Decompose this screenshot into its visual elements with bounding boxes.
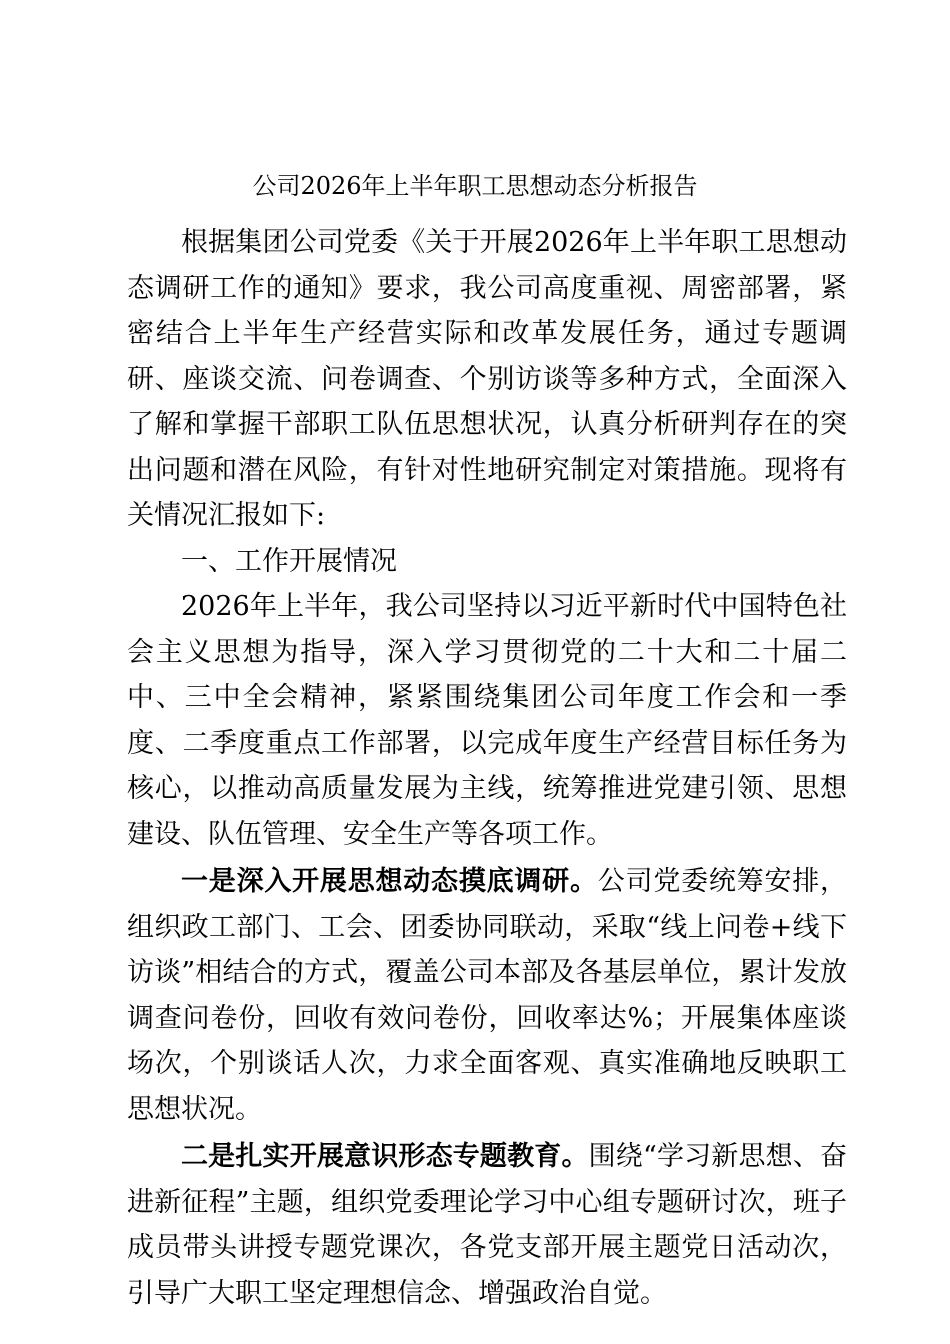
section-heading: 一、工作开展情况 [181,545,397,577]
section-paragraph: 2026年上半年，我公司坚持以习近平新时代中国特色社会主义思想为指导，深入学习贯彻党的二十大和二十届二中、三中全会精神，紧紧围绕集团公司年度工作会和一季度、二季度重点工作部署，以完成年度生产经营目标任务为核心，以推动高质量发展为主线，统筹推进党建引领、思想建设、队伍管理、安全生产等各项工作。 [127,591,847,850]
item-one-paragraph [127,859,847,1132]
item-two-text: 围绕“学习新思想、奋进新征程”主题，组织党委理论学习中心组专题研讨次，班子成员带头讲授专题党课次，各党支部开展主题党日活动次，引导广大职工坚定理想信念、增强政治自觉。 [127,1141,847,1309]
item-one-text: 公司党委统筹安排，组织政工部门、工会、团委协同联动，采取“线上问卷+线下访谈”相结合的方式，覆盖公司本部及各基层单位，累计发放调查问卷份，回收有效问卷份，回收率达%；开展集体座谈场次，个别谈话人次，力求全面客观、真实准确地反映职工思想状况。 [127,866,848,1125]
item-one-lead: 一是深入开展思想动态摸底调研。 [181,866,598,897]
item-two-lead: 二是扎实开展意识形态专题教育。 [181,1141,589,1172]
intro-paragraph: 根据集团公司党委《关于开展2026年上半年职工思想动态调研工作的通知》要求，我公司高度重视、周密部署，紧密结合上半年生产经营实际和改革发展任务，通过专题调研、座谈交流、问卷调查、个别访谈等多种方式，全面深入了解和掌握干部职工队伍思想状况，认真分析研判存在的突出问题和潜在风险，有针对性地研究制定对策措施。现将有关情况汇报如下: [127,227,847,531]
document-title: 公司2026年上半年职工思想动态分析报告 [252,172,698,200]
document-body [127,220,847,1316]
item-two-paragraph [127,1134,847,1316]
